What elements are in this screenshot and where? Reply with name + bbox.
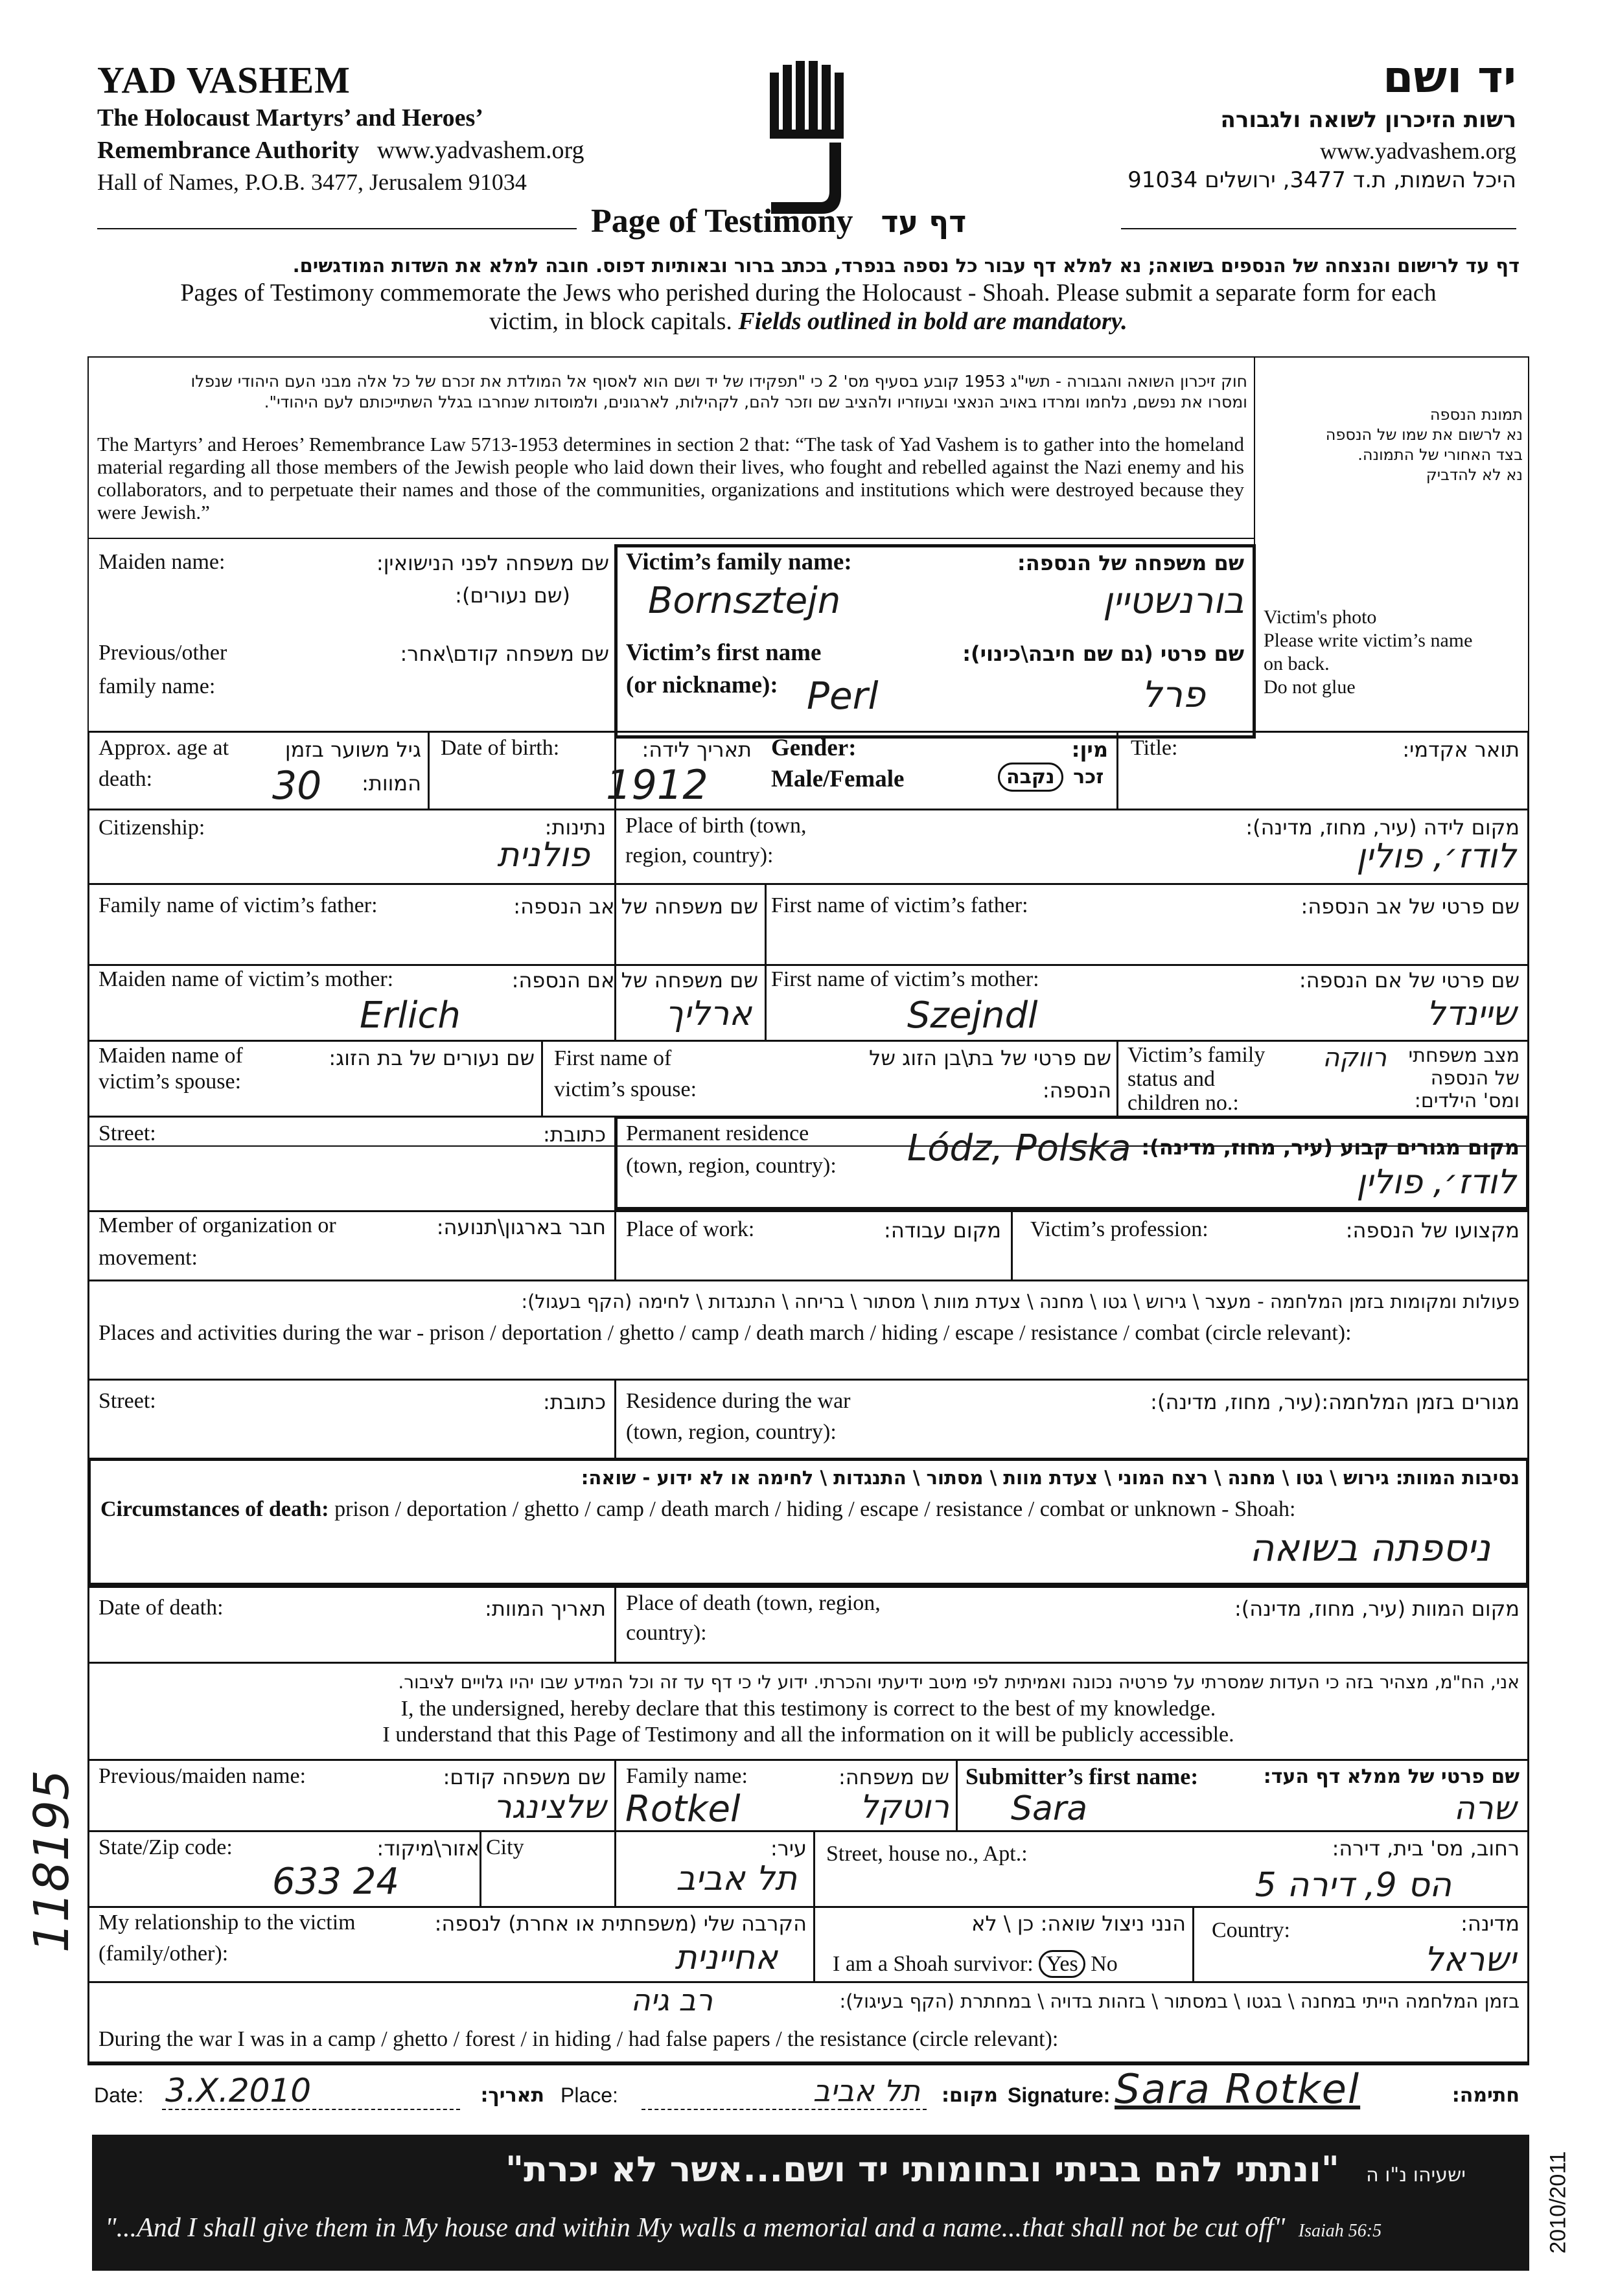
photo-en-4: Do not glue [1264, 676, 1356, 698]
first-name-value-he[interactable]: פרל [1141, 674, 1205, 716]
spouse-first-label [554, 1046, 697, 1103]
mother-first-label-he: שם פרטי של אם הנספה: [1299, 968, 1520, 993]
col-rule-g [1116, 1040, 1118, 1116]
website-he: www.yadvashem.org [1320, 138, 1516, 164]
col-rule-j [614, 1379, 616, 1458]
instruction-he: דף עד לרישום והנצחה של הנספים בשואה; נא למלא דף עבור כל נספה בנפרד, בכתב ברור ובאותיות דפוס. חובה למלא את השדות המודגשים. [292, 255, 1520, 277]
zip-city-divider [480, 1830, 481, 1906]
age-label-2: death: [98, 767, 153, 791]
submitter-first-value-he[interactable]: שרה [1453, 1789, 1516, 1827]
place-of-work-label: Place of work: [626, 1217, 755, 1241]
place-of-death-label-he: מקום המוות (עיר, מחוז, מדינה): [1234, 1596, 1520, 1621]
org-name-he: יד ושם [1383, 52, 1516, 103]
spouse-first-label-1: First name of [554, 1046, 672, 1070]
place-of-death-label-1: Place of death (town, region, [626, 1591, 881, 1615]
submitter-first-label: Submitter’s first name: [965, 1763, 1199, 1789]
first-name-label-1: Victim’s first name [626, 639, 822, 666]
war-residence-label-1: Residence during the war [626, 1389, 851, 1413]
photo-en-3: on back. [1264, 653, 1330, 674]
col-rule-e [765, 883, 767, 1040]
submitter-family-label-he: שם משפחה: [838, 1765, 949, 1789]
place-label: Place: [561, 2084, 618, 2107]
law-text-he-2: ומסרו את נפשם, נלחמו ומרדו באויב הנאצי ובעוזריו ולהציב שם וזכר להם, לקהילות, לארגונים, ולמוסדות שנחרבו בגלל השתייכותם לעם היהודי". [264, 393, 1247, 411]
photo-he-1: תמונת הנספה [1429, 406, 1523, 424]
maiden-name-label-he: שם משפחה לפני הנישואין: [376, 551, 609, 575]
date-label: Date: [94, 2084, 144, 2107]
war-location-label-he: בזמן המלחמה הייתי במחנה \ בגטו \ במסתור \ בזהות בדויה \ במחתרת (הקף בעיגול): [839, 1990, 1520, 2012]
spouse-first-label-he-2: הנספה: [1042, 1078, 1111, 1103]
relationship-label-2: (family/other): [98, 1942, 229, 1966]
circumstances-label-he: נסיבות המוות: גירוש \ גטו \ מחנה \ רצח המוני \ צעדת מוות \ מסתור \ התנגדות \ לחימה או לא ידוע - שואה: [581, 1467, 1520, 1489]
spouse-maiden-label-1: Maiden name of [98, 1044, 243, 1068]
gender-options [998, 766, 1104, 788]
family-name-value-he[interactable]: בורנשטיין [1103, 580, 1244, 622]
photo-instruction-he [1260, 405, 1523, 485]
zip-label: State/Zip code: [98, 1835, 233, 1859]
survivor-question: I am a Shoah survivor: [833, 1952, 1034, 1976]
banner-quote-en [105, 2212, 1518, 2244]
age-label [98, 735, 229, 792]
survivor-no-option[interactable]: No [1091, 1952, 1118, 1976]
declaration-he: אני, הח"מ, מצהיר בזה כי העדות שמסרתי על פרטיה נכונה ואמיתית לפי מיטב ידיעתי והכרתי. ידוע לי כי דף עד זה וכל המידע שבו יהיו גלויים לציבור. [398, 1671, 1520, 1693]
city-label: City [486, 1835, 524, 1859]
instruction-en-line1: Pages of Testimony commemorate the Jews who perished during the Holocaust - Shoah. Please submit a separate form for each [180, 279, 1437, 306]
instruction-mandatory: Fields outlined in bold are mandatory. [738, 308, 1127, 335]
age-label-1: Approx. age at [98, 736, 229, 760]
signature-label-he: חתימה: [1451, 2084, 1520, 2107]
organization-label-1: Member of organization or [98, 1213, 336, 1237]
mother-maiden-label: Maiden name of victim’s mother: [98, 967, 394, 991]
gender-female-option[interactable]: נקבה [998, 763, 1063, 792]
date-underline [162, 2109, 460, 2110]
first-name-label-he: שם פרטי (גם שם חיבה\כינוי): [962, 641, 1244, 666]
first-name-value[interactable]: Perl [807, 674, 879, 718]
permanent-residence-value-he[interactable]: לודז׳, פולין [1356, 1163, 1516, 1202]
declaration-en-2: I understand that this Page of Testimony and all the information on it will be publicly accessible. [382, 1723, 1234, 1747]
col-rule-m [956, 1759, 958, 1830]
family-name-label: Victim’s family name: [626, 549, 852, 575]
banner-quote-he [105, 2149, 1466, 2190]
war-location-value[interactable]: רב גיה [630, 1982, 713, 2017]
war-places-label: Places and activities during the war - prison / deportation / ghetto / camp / death march / hiding / escape / resistance / combat (circle relevant): [98, 1321, 1352, 1345]
survivor-label-he: הנני ניצול שואה: כן \ לא [971, 1911, 1186, 1936]
quote-banner [92, 2135, 1529, 2271]
profession-label: Victim’s profession: [1030, 1217, 1208, 1241]
declaration-en [97, 1696, 1520, 1748]
mother-first-value-he[interactable]: שיינדל [1426, 994, 1516, 1033]
website-en: www.yadvashem.org [376, 137, 584, 164]
col-rule-k [614, 1586, 616, 1662]
family-status-value[interactable]: רווקה [1323, 1043, 1387, 1073]
law-text-en: The Martyrs’ and Heroes’ Remembrance Law 5713-1953 determines in section 2 that: “The task of Yad Vashem is to gather into the homeland material regarding all those members of the Jewish people who laid down their lives, who fought and rebelled against the Nazi enemy and his collaborators, and to perpetuate their names and those of the communities, organizations and institutions which were destroyed because they were Jewish.” [97, 433, 1244, 523]
city-label-he: עיר: [770, 1836, 807, 1861]
birthplace-value[interactable]: לודז׳, פולין [1356, 837, 1516, 876]
col-rule-b [428, 731, 430, 809]
page-title-en: Page of Testimony [591, 203, 853, 240]
submitter-prev-name-label-he: שם משפחה קודם: [443, 1765, 606, 1789]
war-location-label: During the war I was in a camp / ghetto / forest / in hiding / had false papers / the resistance (circle relevant): [98, 2027, 1059, 2051]
date-label-he: תאריך: [480, 2084, 544, 2107]
col-rule-d [1116, 731, 1118, 809]
photo-en-2: Please write victim’s name [1264, 630, 1473, 651]
mother-maiden-value[interactable]: Erlich [360, 994, 461, 1037]
maiden-name-label: Maiden name: [98, 550, 225, 574]
place-label-he: מקום: [942, 2084, 998, 2107]
family-status-label [1127, 1043, 1265, 1115]
war-places-label-he: פעולות ומקומות בזמן המלחמה - מעצר \ גירוש \ גטו \ מחנה \ צעדת מוות \ מסתור \ בריחה \ התנגדות \ לחימה (הקף בעגול): [521, 1291, 1520, 1313]
declaration-en-1: I, the undersigned, hereby declare that this testimony is correct to the best of my knowledge. [400, 1697, 1216, 1721]
family-status-label-he [1387, 1044, 1520, 1112]
margin-edition: 2010/2011 [1545, 2151, 1571, 2254]
gender-label-2: Male/Female [771, 766, 905, 792]
dob-label-he: תאריך לידה: [642, 737, 752, 762]
spouse-maiden-label-he: שם נעורים של בת הזוג: [329, 1046, 535, 1070]
mother-maiden-value-he[interactable]: ארליך [665, 994, 752, 1033]
street-address-value[interactable]: הס 9, דירה 5 [1254, 1866, 1451, 1905]
previous-family-label-2: family name: [98, 674, 216, 698]
org-subtitle-en: The Holocaust Martyrs’ and Heroes’ [97, 104, 483, 132]
circumstances-value[interactable]: ניספתה בשואה [1249, 1526, 1490, 1570]
father-first-label-he: שם פרטי של אב הנספה: [1301, 894, 1520, 919]
relationship-label [98, 1910, 356, 1967]
banner-text-en: "...And I shall give them in My house and within My walls a memorial and a name...that shall not be cut off" [105, 2213, 1286, 2243]
yad-vashem-logo [765, 58, 849, 217]
header-rule-right [1121, 228, 1516, 229]
address-en: Hall of Names, P.O.B. 3477, Jerusalem 91034 [97, 169, 527, 195]
date-of-death-label-he: תאריך המוות: [485, 1596, 606, 1621]
country-label: Country: [1212, 1918, 1290, 1942]
birthplace-label-2: region, country): [625, 844, 774, 867]
family-name-value[interactable]: Bornsztejn [648, 580, 841, 622]
relationship-label-he: הקרבה שלי (משפחתית או אחרת) לנספה: [434, 1911, 807, 1936]
place-underline [642, 2109, 927, 2110]
family-status-he-1: מצב משפחתי [1408, 1044, 1520, 1067]
citizenship-label-he: נתינות: [544, 815, 606, 840]
banner-source-he: ישעיהו נ"ו ה [1366, 2164, 1466, 2187]
family-status-he-2: של הנספה [1430, 1067, 1520, 1090]
photo-en-1: Victim's photo [1264, 606, 1377, 628]
father-family-label: Family name of victim’s father: [98, 893, 378, 917]
permanent-residence-label-he: מקום מגורים קבוע (עיר, מחוז, מדינה): [1141, 1135, 1520, 1160]
col-rule-i [1011, 1210, 1013, 1280]
place-of-work-label-he: מקום עבודה: [884, 1218, 1001, 1243]
col-rule-o [1192, 1906, 1194, 1981]
relationship-label-1: My relationship to the victim [98, 1911, 356, 1934]
permanent-residence-label-2: (town, region, country): [626, 1154, 837, 1178]
war-street-label: Street: [98, 1389, 156, 1413]
family-status-label-3: children no.: [1127, 1091, 1239, 1115]
country-value[interactable]: ישראל [1424, 1940, 1516, 1979]
signature-label: Signature: [1008, 2084, 1111, 2107]
relationship-value[interactable]: אחיינית [675, 1938, 778, 1977]
date-of-death-label: Date of death: [98, 1596, 224, 1620]
signature-value[interactable]: Sara Rotkel [1115, 2065, 1361, 2113]
place-of-death-label [626, 1590, 881, 1646]
dob-label: Date of birth: [441, 736, 560, 760]
submitter-first-value[interactable]: Sara [1011, 1789, 1088, 1828]
header-rule-left [97, 228, 577, 229]
title-label-he: תואר אקדמי: [1402, 737, 1520, 762]
gender-label-1: Gender: [771, 735, 857, 761]
survivor-yes-option[interactable]: Yes [1039, 1950, 1085, 1978]
gender-label-he: מין: [1071, 737, 1108, 762]
submitter-prev-name-value[interactable]: שלצינגר [493, 1788, 606, 1826]
submitter-prev-name-label: Previous/maiden name: [98, 1764, 306, 1788]
photo-he-4: נא לא להדביק [1426, 466, 1523, 484]
age-value[interactable]: 30 [272, 763, 322, 809]
page-title-he: דף עד [881, 204, 967, 239]
gender-male-option[interactable]: זכר [1073, 766, 1104, 788]
permanent-residence-value[interactable]: Lódz, Polska [907, 1127, 1131, 1169]
submitter-first-label-he: שם פרטי של ממלא דף העד: [1263, 1765, 1520, 1788]
zip-value[interactable]: 633 24 [272, 1861, 399, 1903]
photo-instruction-en [1264, 606, 1472, 699]
previous-family-label [98, 640, 227, 700]
spouse-maiden-label-2: victim’s spouse: [98, 1070, 242, 1094]
birthplace-label [625, 813, 807, 869]
war-residence-label-2: (town, region, country): [626, 1420, 837, 1444]
street-label: Street: [98, 1121, 156, 1145]
profession-label-he: מקצועו של הנספה: [1345, 1218, 1520, 1243]
spouse-first-label-he-1: שם פרטי של בת\בן הזוג של [869, 1046, 1111, 1070]
instruction-en [97, 279, 1520, 336]
age-label-he-2: המוות: [362, 771, 421, 796]
spouse-maiden-label [98, 1043, 243, 1095]
spouse-first-label-2: victim’s spouse: [554, 1077, 697, 1101]
submitter-family-value[interactable]: Rotkel [625, 1788, 741, 1830]
organization-label-2: movement: [98, 1246, 198, 1270]
previous-family-label-1: Previous/other [98, 641, 227, 665]
org-authority-en [97, 136, 584, 165]
street-label-he: כתובת: [543, 1122, 606, 1147]
citizenship-value[interactable]: פולנית [497, 836, 590, 875]
col-rule-n [813, 1830, 815, 1981]
survivor-label [833, 1951, 1118, 1977]
street-address-label: Street, house no., Apt.: [826, 1842, 1028, 1866]
citizenship-label: Citizenship: [98, 816, 205, 840]
gender-label [771, 735, 904, 792]
previous-family-label-he: שם משפחה קודם\אחר: [400, 641, 609, 666]
permanent-residence-label [626, 1121, 837, 1179]
war-street-label-he: כתובת: [543, 1390, 606, 1414]
father-family-label-he: שם משפחה של אב הנספה: [513, 894, 758, 919]
org-name-en: YAD VASHEM [97, 59, 351, 101]
street-address-label-he: רחוב, מס' בית, דירה: [1332, 1836, 1520, 1861]
zip-label-he: אזור\מיקוד: [376, 1836, 480, 1861]
maiden-name-label-he-2: (שם נעורים): [455, 583, 570, 608]
photo-he-2: נא לרשום את שמו של הנספה [1325, 426, 1523, 444]
mother-maiden-label-he: שם משפחה של אם הנספה: [511, 968, 758, 993]
family-status-label-1: Victim’s family [1127, 1043, 1266, 1067]
organization-label [98, 1213, 336, 1271]
address-he: היכל השמות, ת.ד 3477, ירושלים 91034 [1127, 167, 1516, 193]
circumstances-label [100, 1497, 1295, 1522]
banner-text-he: "ונתתי להם בביתי ובחומותי יד ושם...אשר לא יכרת" [505, 2149, 1339, 2190]
instruction-en-line2: victim, in block capitals. [489, 308, 732, 335]
law-text-he-1: חוק זיכרון השואה והגבורה - תשי"ג 1953 קובע בסעיף מס' 2 כי "תפקידו של יד ושם הוא לאסוף אל המולדת את זכרם של כל אלה מבני העם היהודי שנפלו [191, 372, 1247, 391]
circumstances-label-options: prison / deportation / ghetto / camp / death march / hiding / escape / resistance / combat or unknown - Shoah: [334, 1497, 1296, 1521]
family-status-label-2: status and [1127, 1067, 1216, 1091]
country-label-he: מדינה: [1461, 1911, 1520, 1936]
place-value[interactable]: תל אביב [813, 2073, 920, 2108]
org-authority-label: Remembrance Authority [97, 137, 360, 164]
margin-archive-number: 118195 [24, 1769, 80, 1953]
place-of-death-label-2: country): [626, 1621, 707, 1645]
banner-source-en: Isaiah 56:5 [1298, 2221, 1382, 2241]
mother-first-value[interactable]: Szejndl [907, 994, 1038, 1037]
war-residence-label-he: מגורים בזמן המלחמה:(עיר, מחוז, מדינה): [1150, 1390, 1520, 1414]
page-title [591, 202, 966, 240]
birthplace-label-1: Place of birth (town, [625, 814, 807, 838]
submitter-family-label: Family name: [626, 1764, 748, 1788]
birthplace-label-he: מקום לידה (עיר, מחוז, מדינה): [1245, 815, 1520, 840]
family-name-label-he: שם משפחה של הנספה: [1017, 551, 1244, 575]
circumstances-label-bold: Circumstances of death: [100, 1497, 329, 1521]
col-rule-f [541, 1040, 543, 1116]
permanent-residence-label-1: Permanent residence [626, 1121, 809, 1145]
family-status-he-3: ומס' הילדים: [1414, 1090, 1520, 1112]
city-value[interactable]: תל אביב [676, 1859, 797, 1898]
war-residence-label [626, 1388, 851, 1445]
age-label-he-1: גיל משוער בזמן [284, 737, 421, 762]
father-first-label: First name of victim’s father: [771, 893, 1028, 917]
dob-value[interactable]: 1912 [606, 761, 708, 809]
photo-he-3: בצד האחורי של התמונה. [1358, 446, 1523, 464]
title-label: Title: [1131, 736, 1178, 760]
submitter-family-value-he[interactable]: רוטקל [859, 1788, 949, 1826]
mother-first-label: First name of victim’s mother: [771, 967, 1039, 991]
law-bottom-rule [87, 538, 1254, 539]
organization-label-he: חבר בארגון\תנועה: [436, 1215, 606, 1239]
org-subtitle-he: רשות הזיכרון לשואה ולגבורה [1220, 107, 1516, 133]
first-name-label-2: (or nickname): [626, 672, 778, 698]
first-name-label [626, 640, 821, 698]
date-value[interactable]: 3.X.2010 [165, 2072, 312, 2109]
